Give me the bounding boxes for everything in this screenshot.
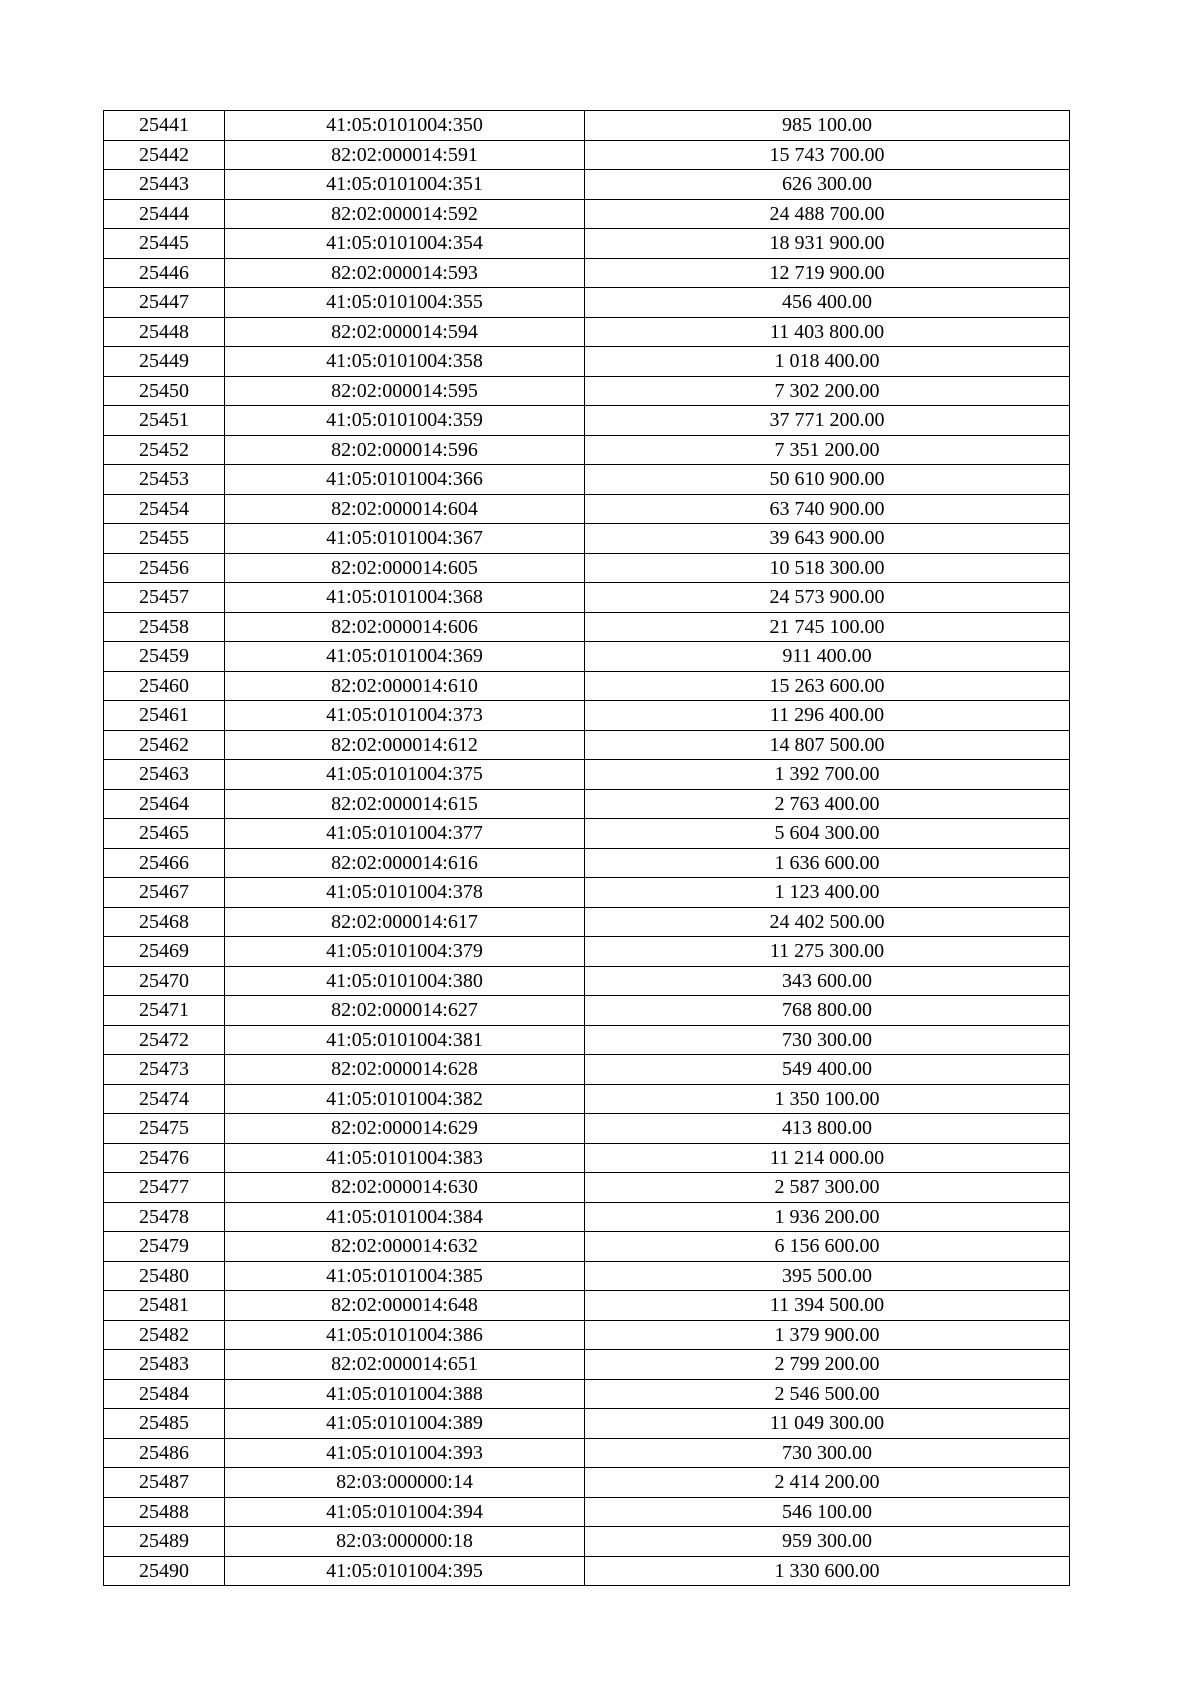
table-row [104,848,1070,878]
cadastral-number-cell: 41:05:0101004:382 [225,1084,585,1114]
cadastral-value-cell: 5 604 300.00 [585,819,1070,849]
row-number-cell: 25444 [104,199,225,229]
table-row [104,199,1070,229]
table-row [104,642,1070,672]
cadastral-number-cell: 41:05:0101004:393 [225,1438,585,1468]
row-number-cell: 25488 [104,1497,225,1527]
cadastral-value-cell: 10 518 300.00 [585,553,1070,583]
table-row [104,1084,1070,1114]
row-number-cell: 25482 [104,1320,225,1350]
row-number-cell: 25457 [104,583,225,613]
row-number-cell: 25469 [104,937,225,967]
cadastral-value-cell: 546 100.00 [585,1497,1070,1527]
cadastral-number-cell: 41:05:0101004:350 [225,111,585,141]
row-number-cell: 25481 [104,1291,225,1321]
table-row [104,966,1070,996]
cadastral-value-cell: 413 800.00 [585,1114,1070,1144]
table-body [104,111,1070,1586]
table-row [104,1173,1070,1203]
row-number-cell: 25442 [104,140,225,170]
row-number-cell: 25450 [104,376,225,406]
row-number-cell: 25483 [104,1350,225,1380]
cadastral-number-cell: 82:02:000014:627 [225,996,585,1026]
cadastral-value-cell: 343 600.00 [585,966,1070,996]
row-number-cell: 25452 [104,435,225,465]
cadastral-value-cell: 985 100.00 [585,111,1070,141]
cadastral-number-cell: 41:05:0101004:368 [225,583,585,613]
cadastral-value-cell: 730 300.00 [585,1438,1070,1468]
cadastral-value-cell: 2 414 200.00 [585,1468,1070,1498]
table-row [104,494,1070,524]
cadastral-value-cell: 1 123 400.00 [585,878,1070,908]
cadastral-number-cell: 41:05:0101004:383 [225,1143,585,1173]
cadastral-number-cell: 82:02:000014:628 [225,1055,585,1085]
cadastral-value-cell: 1 392 700.00 [585,760,1070,790]
cadastral-value-cell: 18 931 900.00 [585,229,1070,259]
table-row [104,1114,1070,1144]
row-number-cell: 25454 [104,494,225,524]
cadastral-number-cell: 82:02:000014:648 [225,1291,585,1321]
cadastral-number-cell: 82:02:000014:617 [225,907,585,937]
row-number-cell: 25472 [104,1025,225,1055]
cadastral-number-cell: 41:05:0101004:381 [225,1025,585,1055]
cadastral-value-cell: 1 350 100.00 [585,1084,1070,1114]
cadastral-number-cell: 82:02:000014:651 [225,1350,585,1380]
cadastral-number-cell: 41:05:0101004:355 [225,288,585,318]
cadastral-number-cell: 41:05:0101004:389 [225,1409,585,1439]
cadastral-value-cell: 1 379 900.00 [585,1320,1070,1350]
cadastral-number-cell: 82:02:000014:629 [225,1114,585,1144]
table-row [104,878,1070,908]
table-row [104,435,1070,465]
table-row [104,317,1070,347]
table-row [104,1556,1070,1586]
cadastral-number-cell: 82:02:000014:592 [225,199,585,229]
cadastral-value-cell: 1 936 200.00 [585,1202,1070,1232]
table-row [104,1143,1070,1173]
row-number-cell: 25443 [104,170,225,200]
cadastral-value-cell: 11 296 400.00 [585,701,1070,731]
cadastral-value-cell: 50 610 900.00 [585,465,1070,495]
row-number-cell: 25490 [104,1556,225,1586]
cadastral-number-cell: 41:05:0101004:358 [225,347,585,377]
cadastral-value-cell: 456 400.00 [585,288,1070,318]
cadastral-number-cell: 41:05:0101004:354 [225,229,585,259]
row-number-cell: 25470 [104,966,225,996]
cadastral-number-cell: 82:02:000014:606 [225,612,585,642]
table-row [104,406,1070,436]
table-row [104,996,1070,1026]
cadastral-number-cell: 82:02:000014:610 [225,671,585,701]
cadastral-value-cell: 911 400.00 [585,642,1070,672]
cadastral-value-cell: 2 763 400.00 [585,789,1070,819]
cadastral-number-cell: 82:02:000014:594 [225,317,585,347]
table-row [104,258,1070,288]
row-number-cell: 25474 [104,1084,225,1114]
row-number-cell: 25476 [104,1143,225,1173]
cadastral-value-cell: 11 275 300.00 [585,937,1070,967]
row-number-cell: 25475 [104,1114,225,1144]
cadastral-value-cell: 1 636 600.00 [585,848,1070,878]
cadastral-number-cell: 82:02:000014:596 [225,435,585,465]
cadastral-number-cell: 41:05:0101004:366 [225,465,585,495]
cadastral-value-table [103,110,1070,1586]
cadastral-value-cell: 7 302 200.00 [585,376,1070,406]
cadastral-value-cell: 39 643 900.00 [585,524,1070,554]
cadastral-number-cell: 41:05:0101004:378 [225,878,585,908]
row-number-cell: 25467 [104,878,225,908]
cadastral-value-cell: 21 745 100.00 [585,612,1070,642]
table-row [104,907,1070,937]
cadastral-number-cell: 82:02:000014:630 [225,1173,585,1203]
table-row [104,1055,1070,1085]
cadastral-number-cell: 82:03:000000:18 [225,1527,585,1557]
cadastral-number-cell: 41:05:0101004:369 [225,642,585,672]
row-number-cell: 25468 [104,907,225,937]
row-number-cell: 25478 [104,1202,225,1232]
cadastral-value-cell: 24 402 500.00 [585,907,1070,937]
row-number-cell: 25471 [104,996,225,1026]
cadastral-number-cell: 41:05:0101004:385 [225,1261,585,1291]
table-row [104,760,1070,790]
row-number-cell: 25458 [104,612,225,642]
row-number-cell: 25465 [104,819,225,849]
row-number-cell: 25441 [104,111,225,141]
table-row [104,1261,1070,1291]
table-row [104,730,1070,760]
row-number-cell: 25445 [104,229,225,259]
cadastral-number-cell: 82:03:000000:14 [225,1468,585,1498]
cadastral-number-cell: 41:05:0101004:375 [225,760,585,790]
cadastral-value-cell: 2 546 500.00 [585,1379,1070,1409]
cadastral-number-cell: 82:02:000014:595 [225,376,585,406]
row-number-cell: 25460 [104,671,225,701]
row-number-cell: 25447 [104,288,225,318]
cadastral-value-cell: 63 740 900.00 [585,494,1070,524]
cadastral-number-cell: 82:02:000014:593 [225,258,585,288]
cadastral-number-cell: 82:02:000014:615 [225,789,585,819]
table-row [104,229,1070,259]
row-number-cell: 25486 [104,1438,225,1468]
table-row [104,376,1070,406]
cadastral-number-cell: 41:05:0101004:351 [225,170,585,200]
cadastral-value-cell: 626 300.00 [585,170,1070,200]
cadastral-value-cell: 12 719 900.00 [585,258,1070,288]
row-number-cell: 25466 [104,848,225,878]
row-number-cell: 25479 [104,1232,225,1262]
row-number-cell: 25485 [104,1409,225,1439]
row-number-cell: 25480 [104,1261,225,1291]
table-row [104,789,1070,819]
row-number-cell: 25449 [104,347,225,377]
cadastral-value-cell: 24 573 900.00 [585,583,1070,613]
table-row [104,1025,1070,1055]
row-number-cell: 25477 [104,1173,225,1203]
cadastral-value-cell: 2 587 300.00 [585,1173,1070,1203]
cadastral-value-cell: 15 743 700.00 [585,140,1070,170]
row-number-cell: 25455 [104,524,225,554]
cadastral-value-cell: 7 351 200.00 [585,435,1070,465]
table-row [104,553,1070,583]
table-row [104,170,1070,200]
table-row [104,140,1070,170]
row-number-cell: 25453 [104,465,225,495]
cadastral-number-cell: 82:02:000014:632 [225,1232,585,1262]
table-row [104,524,1070,554]
row-number-cell: 25456 [104,553,225,583]
table-row [104,288,1070,318]
cadastral-number-cell: 82:02:000014:612 [225,730,585,760]
row-number-cell: 25461 [104,701,225,731]
row-number-cell: 25473 [104,1055,225,1085]
cadastral-number-cell: 41:05:0101004:367 [225,524,585,554]
cadastral-value-cell: 2 799 200.00 [585,1350,1070,1380]
table-row [104,937,1070,967]
table-row [104,612,1070,642]
cadastral-number-cell: 41:05:0101004:380 [225,966,585,996]
table-row [104,1468,1070,1498]
cadastral-value-cell: 1 330 600.00 [585,1556,1070,1586]
table-row [104,1350,1070,1380]
cadastral-number-cell: 82:02:000014:616 [225,848,585,878]
cadastral-number-cell: 41:05:0101004:388 [225,1379,585,1409]
table-row [104,1379,1070,1409]
row-number-cell: 25462 [104,730,225,760]
table-row [104,583,1070,613]
table-row [104,701,1070,731]
table-row [104,1438,1070,1468]
table-row [104,1202,1070,1232]
cadastral-value-cell: 11 394 500.00 [585,1291,1070,1321]
row-number-cell: 25459 [104,642,225,672]
row-number-cell: 25448 [104,317,225,347]
cadastral-value-cell: 730 300.00 [585,1025,1070,1055]
cadastral-number-cell: 82:02:000014:604 [225,494,585,524]
cadastral-number-cell: 41:05:0101004:394 [225,1497,585,1527]
cadastral-number-cell: 41:05:0101004:384 [225,1202,585,1232]
cadastral-value-cell: 37 771 200.00 [585,406,1070,436]
table-row [104,671,1070,701]
cadastral-number-cell: 41:05:0101004:359 [225,406,585,436]
cadastral-number-cell: 82:02:000014:605 [225,553,585,583]
cadastral-value-cell: 549 400.00 [585,1055,1070,1085]
table-row [104,347,1070,377]
row-number-cell: 25489 [104,1527,225,1557]
row-number-cell: 25464 [104,789,225,819]
row-number-cell: 25451 [104,406,225,436]
row-number-cell: 25487 [104,1468,225,1498]
table-row [104,1232,1070,1262]
table-row [104,1320,1070,1350]
table-row [104,1497,1070,1527]
cadastral-number-cell: 82:02:000014:591 [225,140,585,170]
table-row [104,819,1070,849]
cadastral-number-cell: 41:05:0101004:377 [225,819,585,849]
table-row [104,1527,1070,1557]
row-number-cell: 25463 [104,760,225,790]
cadastral-value-cell: 6 156 600.00 [585,1232,1070,1262]
cadastral-value-cell: 24 488 700.00 [585,199,1070,229]
table-row [104,1409,1070,1439]
cadastral-number-cell: 41:05:0101004:379 [225,937,585,967]
table-row [104,1291,1070,1321]
cadastral-value-cell: 959 300.00 [585,1527,1070,1557]
cadastral-value-cell: 15 263 600.00 [585,671,1070,701]
row-number-cell: 25484 [104,1379,225,1409]
row-number-cell: 25446 [104,258,225,288]
cadastral-value-cell: 395 500.00 [585,1261,1070,1291]
cadastral-value-cell: 1 018 400.00 [585,347,1070,377]
cadastral-value-cell: 11 403 800.00 [585,317,1070,347]
cadastral-number-cell: 41:05:0101004:386 [225,1320,585,1350]
table-row [104,465,1070,495]
cadastral-number-cell: 41:05:0101004:395 [225,1556,585,1586]
table-row [104,111,1070,141]
cadastral-value-cell: 11 214 000.00 [585,1143,1070,1173]
cadastral-value-cell: 14 807 500.00 [585,730,1070,760]
cadastral-number-cell: 41:05:0101004:373 [225,701,585,731]
cadastral-value-cell: 768 800.00 [585,996,1070,1026]
cadastral-value-cell: 11 049 300.00 [585,1409,1070,1439]
